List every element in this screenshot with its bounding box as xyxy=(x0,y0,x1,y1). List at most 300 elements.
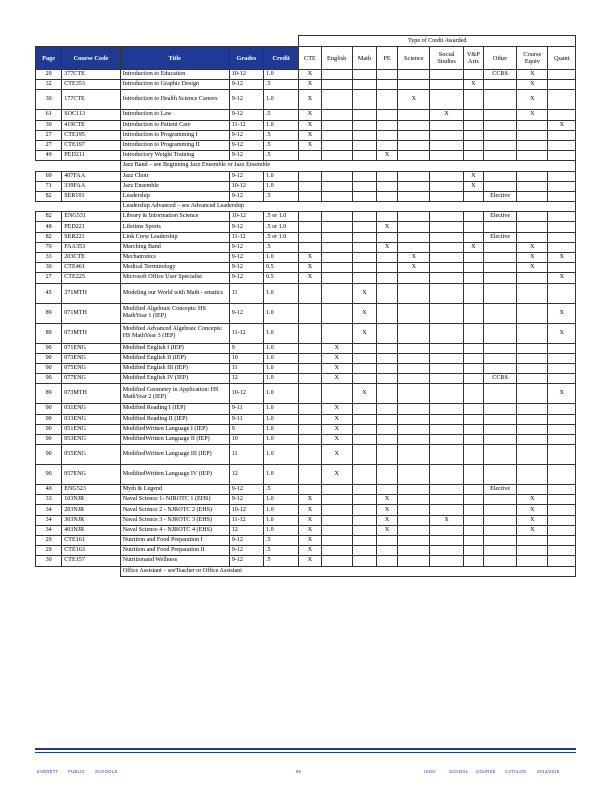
cell-sci xyxy=(398,110,430,120)
course-row xyxy=(36,151,576,161)
cell-p: 30 xyxy=(36,263,62,273)
cell-credit: .5 xyxy=(264,110,299,120)
cell-math xyxy=(352,273,376,283)
cell-p: 69 xyxy=(36,171,62,181)
cell-vpa xyxy=(463,525,483,535)
cell-other xyxy=(483,536,516,546)
cell-cte xyxy=(299,303,321,323)
cell-p: 30 xyxy=(36,90,62,110)
cell-cte xyxy=(299,404,321,414)
cell-grades: 9 xyxy=(229,424,263,434)
cell-eng xyxy=(321,130,352,140)
cell-cte: X xyxy=(299,80,321,90)
column-header: Page xyxy=(36,47,62,70)
cell-quant xyxy=(548,191,576,201)
cell-pe xyxy=(377,434,398,444)
cell-ss xyxy=(430,273,463,283)
cross-reference-row xyxy=(36,202,576,212)
cell-sci xyxy=(398,363,430,373)
cell-p: 33 xyxy=(36,253,62,263)
cell-eng: X xyxy=(321,445,352,465)
column-header: Social Studies xyxy=(430,47,463,70)
cell-cte xyxy=(299,191,321,201)
cell-ss xyxy=(430,140,463,150)
cell-credit: 1.0 xyxy=(264,404,299,414)
cell-other xyxy=(483,90,516,110)
cell-equiv xyxy=(517,120,548,130)
cell-grades: 11-12 xyxy=(229,120,263,130)
footer-page-number: 96 xyxy=(296,769,302,774)
cell-other xyxy=(483,414,516,424)
cell-equiv xyxy=(517,283,548,303)
cell-quant xyxy=(548,110,576,120)
cell-other xyxy=(483,222,516,232)
cell-grades: 9-12 xyxy=(229,242,263,252)
cell-grades: 9-12 xyxy=(229,171,263,181)
cell-cte xyxy=(299,363,321,373)
cell-sci xyxy=(398,384,430,404)
cell-grades: 9-11 xyxy=(229,404,263,414)
cell-quant xyxy=(548,140,576,150)
cell-cte xyxy=(299,384,321,404)
cell-other xyxy=(483,353,516,363)
cell-math xyxy=(352,485,376,495)
cell-sci xyxy=(398,353,430,363)
cell-credit: .5 xyxy=(264,536,299,546)
cell-ss xyxy=(430,374,463,384)
cell-pe xyxy=(377,263,398,273)
cell-grades: 9 xyxy=(229,343,263,353)
cell-sci xyxy=(398,434,430,444)
cell-other xyxy=(483,303,516,323)
course-row xyxy=(36,343,576,353)
cell-cte: X xyxy=(299,556,321,566)
cell-eng xyxy=(321,80,352,90)
cell-equiv xyxy=(517,546,548,556)
footer-catalog-word-4: CATALOG xyxy=(505,769,527,774)
cell-eng: X xyxy=(321,414,352,424)
footer-year: 2014/2015 xyxy=(537,769,560,774)
cell-other xyxy=(483,151,516,161)
cell-other xyxy=(483,110,516,120)
cell-cte: X xyxy=(299,546,321,556)
cell-pe xyxy=(377,212,398,222)
cell-quant xyxy=(548,465,576,485)
cell-grades: 9-12 xyxy=(229,303,263,323)
cell-other xyxy=(483,273,516,283)
cell-cte xyxy=(299,323,321,343)
cell-pe xyxy=(377,363,398,373)
cell-sci xyxy=(398,120,430,130)
cell-p: 90 xyxy=(36,434,62,444)
cell-vpa xyxy=(463,263,483,273)
cell-credit: 1.0 xyxy=(264,253,299,263)
course-row xyxy=(36,232,576,242)
cell-title: Introduction to Health Science Careers xyxy=(120,90,229,110)
cell-pe xyxy=(377,273,398,283)
cell-math: X xyxy=(352,303,376,323)
cell-quant: X xyxy=(548,253,576,263)
cell-cte xyxy=(299,242,321,252)
cell-eng xyxy=(321,253,352,263)
cell-cte xyxy=(299,181,321,191)
cell-pe: X xyxy=(377,505,398,515)
cell-sci xyxy=(398,495,430,505)
cell-vpa xyxy=(463,546,483,556)
cell-eng xyxy=(321,323,352,343)
cell-p: 30 xyxy=(36,120,62,130)
cell-math xyxy=(352,70,376,80)
cell-vpa xyxy=(463,505,483,515)
column-header: Quant xyxy=(548,47,576,70)
cell-equiv xyxy=(517,485,548,495)
cell-equiv xyxy=(517,414,548,424)
cell-code: 077ENG xyxy=(62,374,121,384)
cell-cte: X xyxy=(299,253,321,263)
cell-cte: X xyxy=(299,140,321,150)
cell-quant xyxy=(548,181,576,191)
cell-math xyxy=(352,343,376,353)
cell-p: 82 xyxy=(36,232,62,242)
cell-title: Modified Geometry in Application: HS MathYear 2 (IEP) xyxy=(120,384,229,404)
cell-ss xyxy=(430,343,463,353)
cell-ss xyxy=(430,465,463,485)
cell-vpa xyxy=(463,556,483,566)
cell-title: Leadership xyxy=(120,191,229,201)
cell-equiv xyxy=(517,465,548,485)
cell-title: Nutrition and Food Preparation I xyxy=(120,536,229,546)
cell-p: 71 xyxy=(36,181,62,191)
cell-math xyxy=(352,80,376,90)
course-row xyxy=(36,90,576,110)
cell-p: 90 xyxy=(36,465,62,485)
cell-eng: X xyxy=(321,363,352,373)
cell-credit: 1.0 xyxy=(264,353,299,363)
cell-code: 071MTH xyxy=(62,303,121,323)
cell-equiv: X xyxy=(517,515,548,525)
cell-math xyxy=(352,110,376,120)
cell-credit: .5 or 1.0 xyxy=(264,232,299,242)
cell-code: CTE157 xyxy=(62,556,121,566)
cell-pe xyxy=(377,445,398,465)
cell-ss xyxy=(430,283,463,303)
cell-code: 177CTE xyxy=(62,90,121,110)
cell-equiv xyxy=(517,232,548,242)
cell-title: Modified English II (IEP) xyxy=(120,353,229,363)
cell-eng xyxy=(321,525,352,535)
cell-quant: X xyxy=(548,323,576,343)
cell-grades: 10 xyxy=(229,353,263,363)
cell-p: 32 xyxy=(36,80,62,90)
cell-vpa xyxy=(463,495,483,505)
cell-grades: 9-12 xyxy=(229,110,263,120)
cell-quant xyxy=(548,536,576,546)
cell-code: 407FAA xyxy=(62,171,121,181)
cell-ss xyxy=(430,90,463,110)
cell-ss xyxy=(430,151,463,161)
column-header: Grades xyxy=(229,47,263,70)
cell-equiv xyxy=(517,222,548,232)
cell-vpa xyxy=(463,70,483,80)
cell-grades: 12 xyxy=(229,465,263,485)
cell-math xyxy=(352,191,376,201)
cell-pe: X xyxy=(377,222,398,232)
cell-code: CTE195 xyxy=(62,130,121,140)
cell-code: PED221 xyxy=(62,222,121,232)
cell-sci xyxy=(398,323,430,343)
cell-equiv: X xyxy=(517,90,548,110)
cell-credit: 1.0 xyxy=(264,445,299,465)
cell-pe xyxy=(377,485,398,495)
cell-code: CTE161 xyxy=(62,536,121,546)
cell-math xyxy=(352,374,376,384)
cell-pe xyxy=(377,110,398,120)
cell-other xyxy=(483,242,516,252)
cell-other xyxy=(483,363,516,373)
cell-equiv xyxy=(517,151,548,161)
cell-ss xyxy=(430,232,463,242)
cell-title: Introduction to Education xyxy=(120,70,229,80)
cell-pe xyxy=(377,283,398,303)
cell-quant xyxy=(548,363,576,373)
cell-eng: X xyxy=(321,404,352,414)
cell-pe xyxy=(377,171,398,181)
cell-code: 031ENG xyxy=(62,404,121,414)
cell-credit: 1.0 xyxy=(264,374,299,384)
cell-eng xyxy=(321,242,352,252)
cell-pe: X xyxy=(377,515,398,525)
cell-grades: 9-12 xyxy=(229,253,263,263)
cell-code: 075ENG xyxy=(62,363,121,373)
course-row xyxy=(36,414,576,424)
cell-quant xyxy=(548,171,576,181)
cell-grades: 10-12 xyxy=(229,181,263,191)
cell-pe xyxy=(377,323,398,343)
cell-equiv xyxy=(517,556,548,566)
cell-sci xyxy=(398,151,430,161)
cell-code: 419CTE xyxy=(62,120,121,130)
cell-math: X xyxy=(352,384,376,404)
course-row xyxy=(36,536,576,546)
cell-quant xyxy=(548,343,576,353)
course-row xyxy=(36,384,576,404)
cell-quant xyxy=(548,242,576,252)
cell-grades: 9-12 xyxy=(229,273,263,283)
cell-vpa: X xyxy=(463,171,483,181)
cell-math xyxy=(352,515,376,525)
course-row xyxy=(36,110,576,120)
course-row xyxy=(36,140,576,150)
cell-equiv xyxy=(517,140,548,150)
cell-code: SER221 xyxy=(62,232,121,242)
cell-code: PED211 xyxy=(62,151,121,161)
cell-grades: 11-12 xyxy=(229,232,263,242)
cell-ss xyxy=(430,120,463,130)
cell-vpa xyxy=(463,191,483,201)
cell-pe: X xyxy=(377,151,398,161)
cell-grades: 9-12 xyxy=(229,90,263,110)
cell-p: 40 xyxy=(36,485,62,495)
cell-code: CTE225 xyxy=(62,273,121,283)
cell-math xyxy=(352,222,376,232)
cell-credit: .5 or 1.0 xyxy=(264,222,299,232)
cell-title: Modified English I (IEP) xyxy=(120,343,229,353)
cell-eng xyxy=(321,181,352,191)
cell-eng xyxy=(321,283,352,303)
cell-other xyxy=(483,434,516,444)
cell-vpa xyxy=(463,353,483,363)
cell-grades: 10-12 xyxy=(229,212,263,222)
cell-grades: 9-12 xyxy=(229,546,263,556)
cell-vpa xyxy=(463,273,483,283)
cell-grades: 11 xyxy=(229,283,263,303)
cell-pe xyxy=(377,424,398,434)
column-header: PE xyxy=(377,47,398,70)
cell-other xyxy=(483,384,516,404)
cell-quant xyxy=(548,232,576,242)
cell-credit: 1.0 xyxy=(264,283,299,303)
cell-code: 203NJR xyxy=(62,505,121,515)
cell-eng: X xyxy=(321,424,352,434)
cell-credit: 1.0 xyxy=(264,303,299,323)
cell-quant xyxy=(548,556,576,566)
cell-p: 90 xyxy=(36,363,62,373)
cell-sci xyxy=(398,414,430,424)
cell-cte xyxy=(299,222,321,232)
cell-ss xyxy=(430,546,463,556)
cell-ss xyxy=(430,505,463,515)
cell-cte: X xyxy=(299,90,321,110)
cell-eng xyxy=(321,222,352,232)
cell-sci xyxy=(398,212,430,222)
course-row xyxy=(36,556,576,566)
cell-quant xyxy=(548,90,576,110)
cell-equiv: X xyxy=(517,253,548,263)
cell-sci xyxy=(398,505,430,515)
cell-vpa xyxy=(463,120,483,130)
cell-code: 203CTE xyxy=(62,253,121,263)
cell-title: Introduction to Law xyxy=(120,110,229,120)
cell-p: 82 xyxy=(36,191,62,201)
cell-cte xyxy=(299,353,321,363)
cell-math xyxy=(352,556,376,566)
cell-quant xyxy=(548,130,576,140)
cell-other xyxy=(483,404,516,414)
cell-equiv: X xyxy=(517,70,548,80)
cell-ss: X xyxy=(430,515,463,525)
cell-p: 61 xyxy=(36,110,62,120)
cell-title: ModifiedWritten Language II (IEP) xyxy=(120,434,229,444)
cell-pe xyxy=(377,80,398,90)
cell-code: CTE461 xyxy=(62,263,121,273)
cell-math xyxy=(352,151,376,161)
cell-equiv xyxy=(517,374,548,384)
cell-credit: .5 xyxy=(264,151,299,161)
cell-ss xyxy=(430,70,463,80)
cell-p: 70 xyxy=(36,242,62,252)
cell-quant xyxy=(548,212,576,222)
course-row xyxy=(36,434,576,444)
cell-vpa xyxy=(463,434,483,444)
cell-credit: 1.0 xyxy=(264,70,299,80)
cell-eng xyxy=(321,120,352,130)
cell-p: 45 xyxy=(36,283,62,303)
cell-equiv xyxy=(517,181,548,191)
cell-sci xyxy=(398,130,430,140)
cell-code: 071ENG xyxy=(62,343,121,353)
cell-cte xyxy=(299,171,321,181)
course-row xyxy=(36,191,576,201)
cell-credit: 1.0 xyxy=(264,414,299,424)
course-row xyxy=(36,181,576,191)
cell-title: Myth & Legend xyxy=(120,485,229,495)
credit-type-label: Type of Credit Awarded xyxy=(299,36,576,47)
cell-p: 89 xyxy=(36,323,62,343)
course-row xyxy=(36,495,576,505)
cell-credit: .5 xyxy=(264,556,299,566)
cell-p: 90 xyxy=(36,424,62,434)
course-row xyxy=(36,515,576,525)
cell-quant xyxy=(548,263,576,273)
cell-pe xyxy=(377,253,398,263)
cell-math xyxy=(352,181,376,191)
cell-code: ENG523 xyxy=(62,485,121,495)
cell-credit: 1.0 xyxy=(264,465,299,485)
cell-other xyxy=(483,171,516,181)
cell-code: 073ENG xyxy=(62,353,121,363)
cell-credit: 1.0 xyxy=(264,434,299,444)
cell-quant xyxy=(548,445,576,465)
cell-eng xyxy=(321,232,352,242)
cell-grades: 9-12 xyxy=(229,140,263,150)
cell-ss xyxy=(430,525,463,535)
cell-title: Introduction to Graphic Design xyxy=(120,80,229,90)
cell-p: 89 xyxy=(36,384,62,404)
column-header-row xyxy=(36,47,576,70)
cell-credit: 1.0 xyxy=(264,515,299,525)
cell-p: 90 xyxy=(36,404,62,414)
cell-code: 055ENG xyxy=(62,445,121,465)
cell-title: Marching Band xyxy=(120,242,229,252)
cell-pe: X xyxy=(377,242,398,252)
course-row xyxy=(36,283,576,303)
column-header: Course Code xyxy=(62,47,121,70)
cell-vpa: X xyxy=(463,80,483,90)
cell-ss xyxy=(430,414,463,424)
cell-title: Introductory Weight Training xyxy=(120,151,229,161)
course-row xyxy=(36,546,576,556)
cell-p: 90 xyxy=(36,343,62,353)
cell-math xyxy=(352,546,376,556)
cross-reference-note: Jazz Band – see Beginning Jazz Ensemble or Jazz Ensemble xyxy=(120,161,575,171)
cell-title: Library & Information Science xyxy=(120,212,229,222)
cell-ss xyxy=(430,212,463,222)
cell-vpa xyxy=(463,90,483,110)
cell-sci xyxy=(398,140,430,150)
cell-pe: X xyxy=(377,525,398,535)
cell-vpa xyxy=(463,212,483,222)
cell-sci: X xyxy=(398,263,430,273)
cell-pe xyxy=(377,546,398,556)
cell-ss xyxy=(430,353,463,363)
cell-ss xyxy=(430,181,463,191)
cell-grades: 9-12 xyxy=(229,556,263,566)
cell-sci xyxy=(398,242,430,252)
cell-p: 29 xyxy=(36,70,62,80)
cell-other xyxy=(483,505,516,515)
cell-equiv xyxy=(517,343,548,353)
cell-credit: 1.0 xyxy=(264,384,299,404)
